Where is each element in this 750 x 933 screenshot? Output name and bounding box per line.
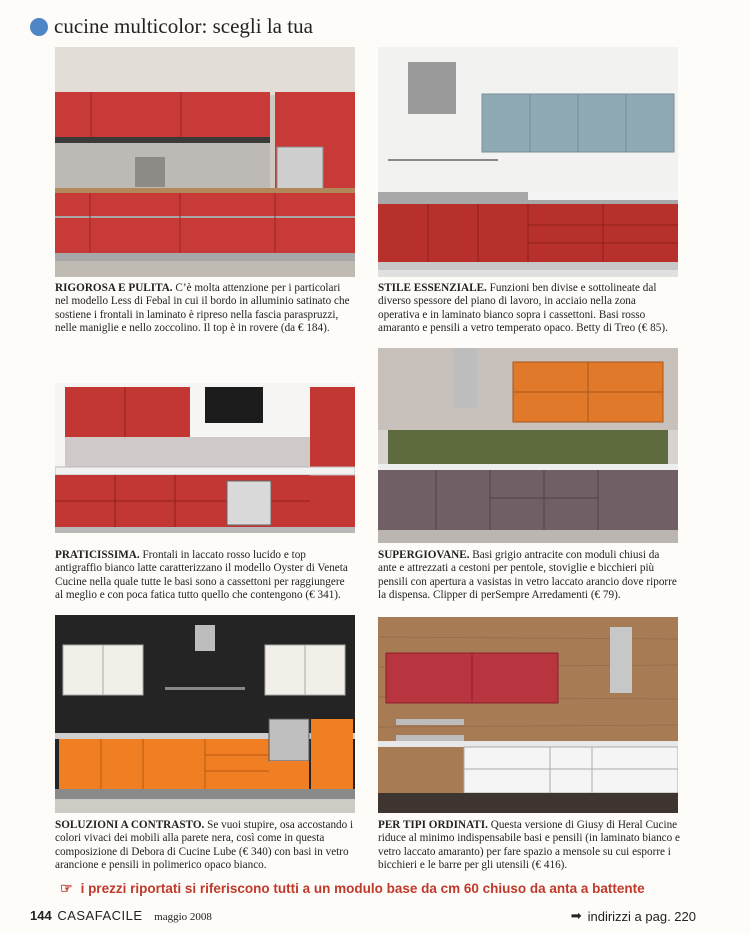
- photo-kitchen-oyster-veneta: [55, 383, 355, 533]
- photo-kitchen-betty-treo: [378, 47, 678, 277]
- issue-date: maggio 2008: [154, 911, 212, 923]
- pointing-hand-icon: ☞: [60, 880, 73, 896]
- caption-1: RIGOROSA E PULITA. C’è molta attenzione per i particolari nel modello Less di Febal in cui il bordo in alluminio satinato che sostiene i frontali in laminato è ripreso nella fascia paraspruzzi, nelle maniglie e nello zoccolino. Il top è in rovere (da € 184).: [55, 282, 350, 335]
- folio: [30, 908, 212, 923]
- caption-5: SOLUZIONI A CONTRASTO. Se vuoi stupire, osa accostando i colori vivaci dei mobili alla parete nera, così come in questa composizione di Debora di Cucine Lube (€ 340) con basi in vetro arancione e pensili in polimerico opaco bianco.: [55, 819, 354, 872]
- price-footnote: ☞ i prezzi riportati si riferiscono tutti a un modulo base da cm 60 chiuso da anta a battente: [60, 880, 645, 896]
- page-number: 144: [30, 908, 52, 923]
- caption-2: STILE ESSENZIALE. Funzioni ben divise e sottolineate dal diverso spessore del piano di lavoro, in acciaio nella zona operativa e in laminato bianco sopra i cassettoni. Basi rosso amaranto e pensili a vetro temperato opaco. Betty di Treo (€ 85).: [378, 282, 668, 335]
- caption-4: SUPERGIOVANE. Basi grigio antracite con moduli chiusi da ante e attrezzati a cestoni per pentole, stoviglie e bicchieri più pensili con apertura a vasistas in vetro laccato arancio dove riporre la dispensa. Clipper di perSempre Arredamenti (€ 79).: [378, 549, 677, 602]
- photo-kitchen-giusy-heral: [378, 617, 678, 813]
- photo-kitchen-clipper-persempre: [378, 348, 678, 543]
- caption-3: PRATICISSIMA. Frontali in laccato rosso lucido e top antigraffio bianco latte caratterizzano il modello Oyster di Veneta Cucine nella quale tutte le basi sono a cassettoni per raggiungere al meglio e con poca fatica tutto quello che contengono (€ 341).: [55, 549, 348, 602]
- blue-dot-icon: [30, 18, 48, 36]
- page-footer: [30, 906, 720, 926]
- magazine-name: CASAFACILE: [57, 908, 143, 923]
- photo-kitchen-less-febal: [55, 47, 355, 277]
- arrow-right-icon: ➡: [570, 908, 582, 923]
- photo-kitchen-debora-lube: [55, 615, 355, 813]
- page-header: [30, 14, 313, 39]
- address-reference: ➡ indirizzi a pag. 220: [570, 908, 696, 924]
- page-title: cucine multicolor: scegli la tua: [54, 14, 313, 38]
- caption-6: PER TIPI ORDINATI. Questa versione di Giusy di Heral Cucine riduce al minimo indispensabile basi e pensili (in laminato bianco e vetro laccato amaranto) per fare spazio a mensole su cui esporre i bicchieri e le barre per gli utensili (€ 416).: [378, 819, 680, 872]
